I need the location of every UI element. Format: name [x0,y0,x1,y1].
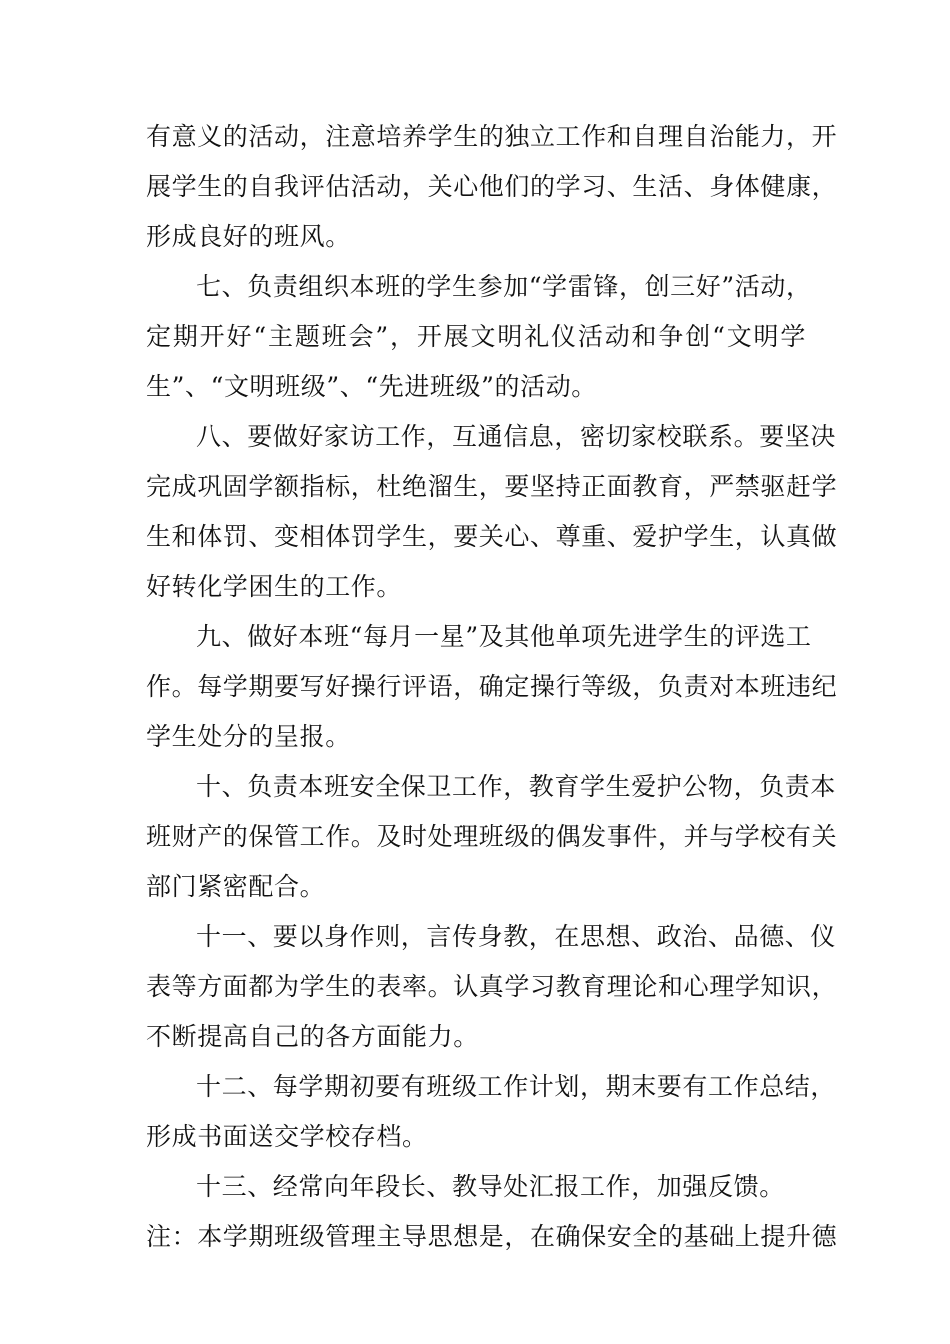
text-line: 部门紧密配合。 [146,872,326,901]
text-line: 好转化学困生的工作。 [146,572,403,601]
text-line: 生和体罚、变相体罚学生，要关心、尊重、爱护学生，认真做 [146,522,838,551]
text-line: 十一、要以身作则，言传身教，在思想、政治、品德、仪 [196,922,837,951]
text-line: 生”、“文明班级”、“先进班级”的活动。 [146,372,597,401]
text-line: 十、负责本班安全保卫工作，教育学生爱护公物，负责本 [196,772,837,801]
text-line: 形成良好的班风。 [146,222,351,251]
text-line: 不断提高自己的各方面能力。 [146,1022,479,1051]
text-line: 展学生的自我评估活动，关心他们的学习、生活、身体健康， [146,172,838,201]
text-line: 学生处分的呈报。 [146,722,351,751]
text-line: 十二、每学期初要有班级工作计划，期末要有工作总结， [196,1072,837,1101]
text-line: 表等方面都为学生的表率。认真学习教育理论和心理学知识， [146,972,838,1001]
text-line: 班财产的保管工作。及时处理班级的偶发事件，并与学校有关 [146,822,838,851]
text-line: 完成巩固学额指标，杜绝溜生，要坚持正面教育，严禁驱赶学 [146,472,838,501]
text-line: 作。每学期要写好操行评语，确定操行等级，负责对本班违纪 [146,672,838,701]
text-line: 七、负责组织本班的学生参加“学雷锋，创三好”活动， [196,272,812,301]
text-line: 注：本学期班级管理主导思想是，在确保安全的基础上提升德 [146,1222,838,1251]
text-line: 十三、经常向年段长、教导处汇报工作，加强反馈。 [196,1172,785,1201]
text-line: 九、做好本班“每月一星”及其他单项先进学生的评选工 [196,622,812,651]
document-body [146,112,838,1262]
text-line: 形成书面送交学校存档。 [146,1122,428,1151]
text-line: 有意义的活动，注意培养学生的独立工作和自理自治能力，开 [146,122,838,151]
text-line: 定期开好“主题班会”，开展文明礼仪活动和争创“文明学 [146,322,806,351]
text-line: 八、要做好家访工作，互通信息，密切家校联系。要坚决 [196,422,837,451]
